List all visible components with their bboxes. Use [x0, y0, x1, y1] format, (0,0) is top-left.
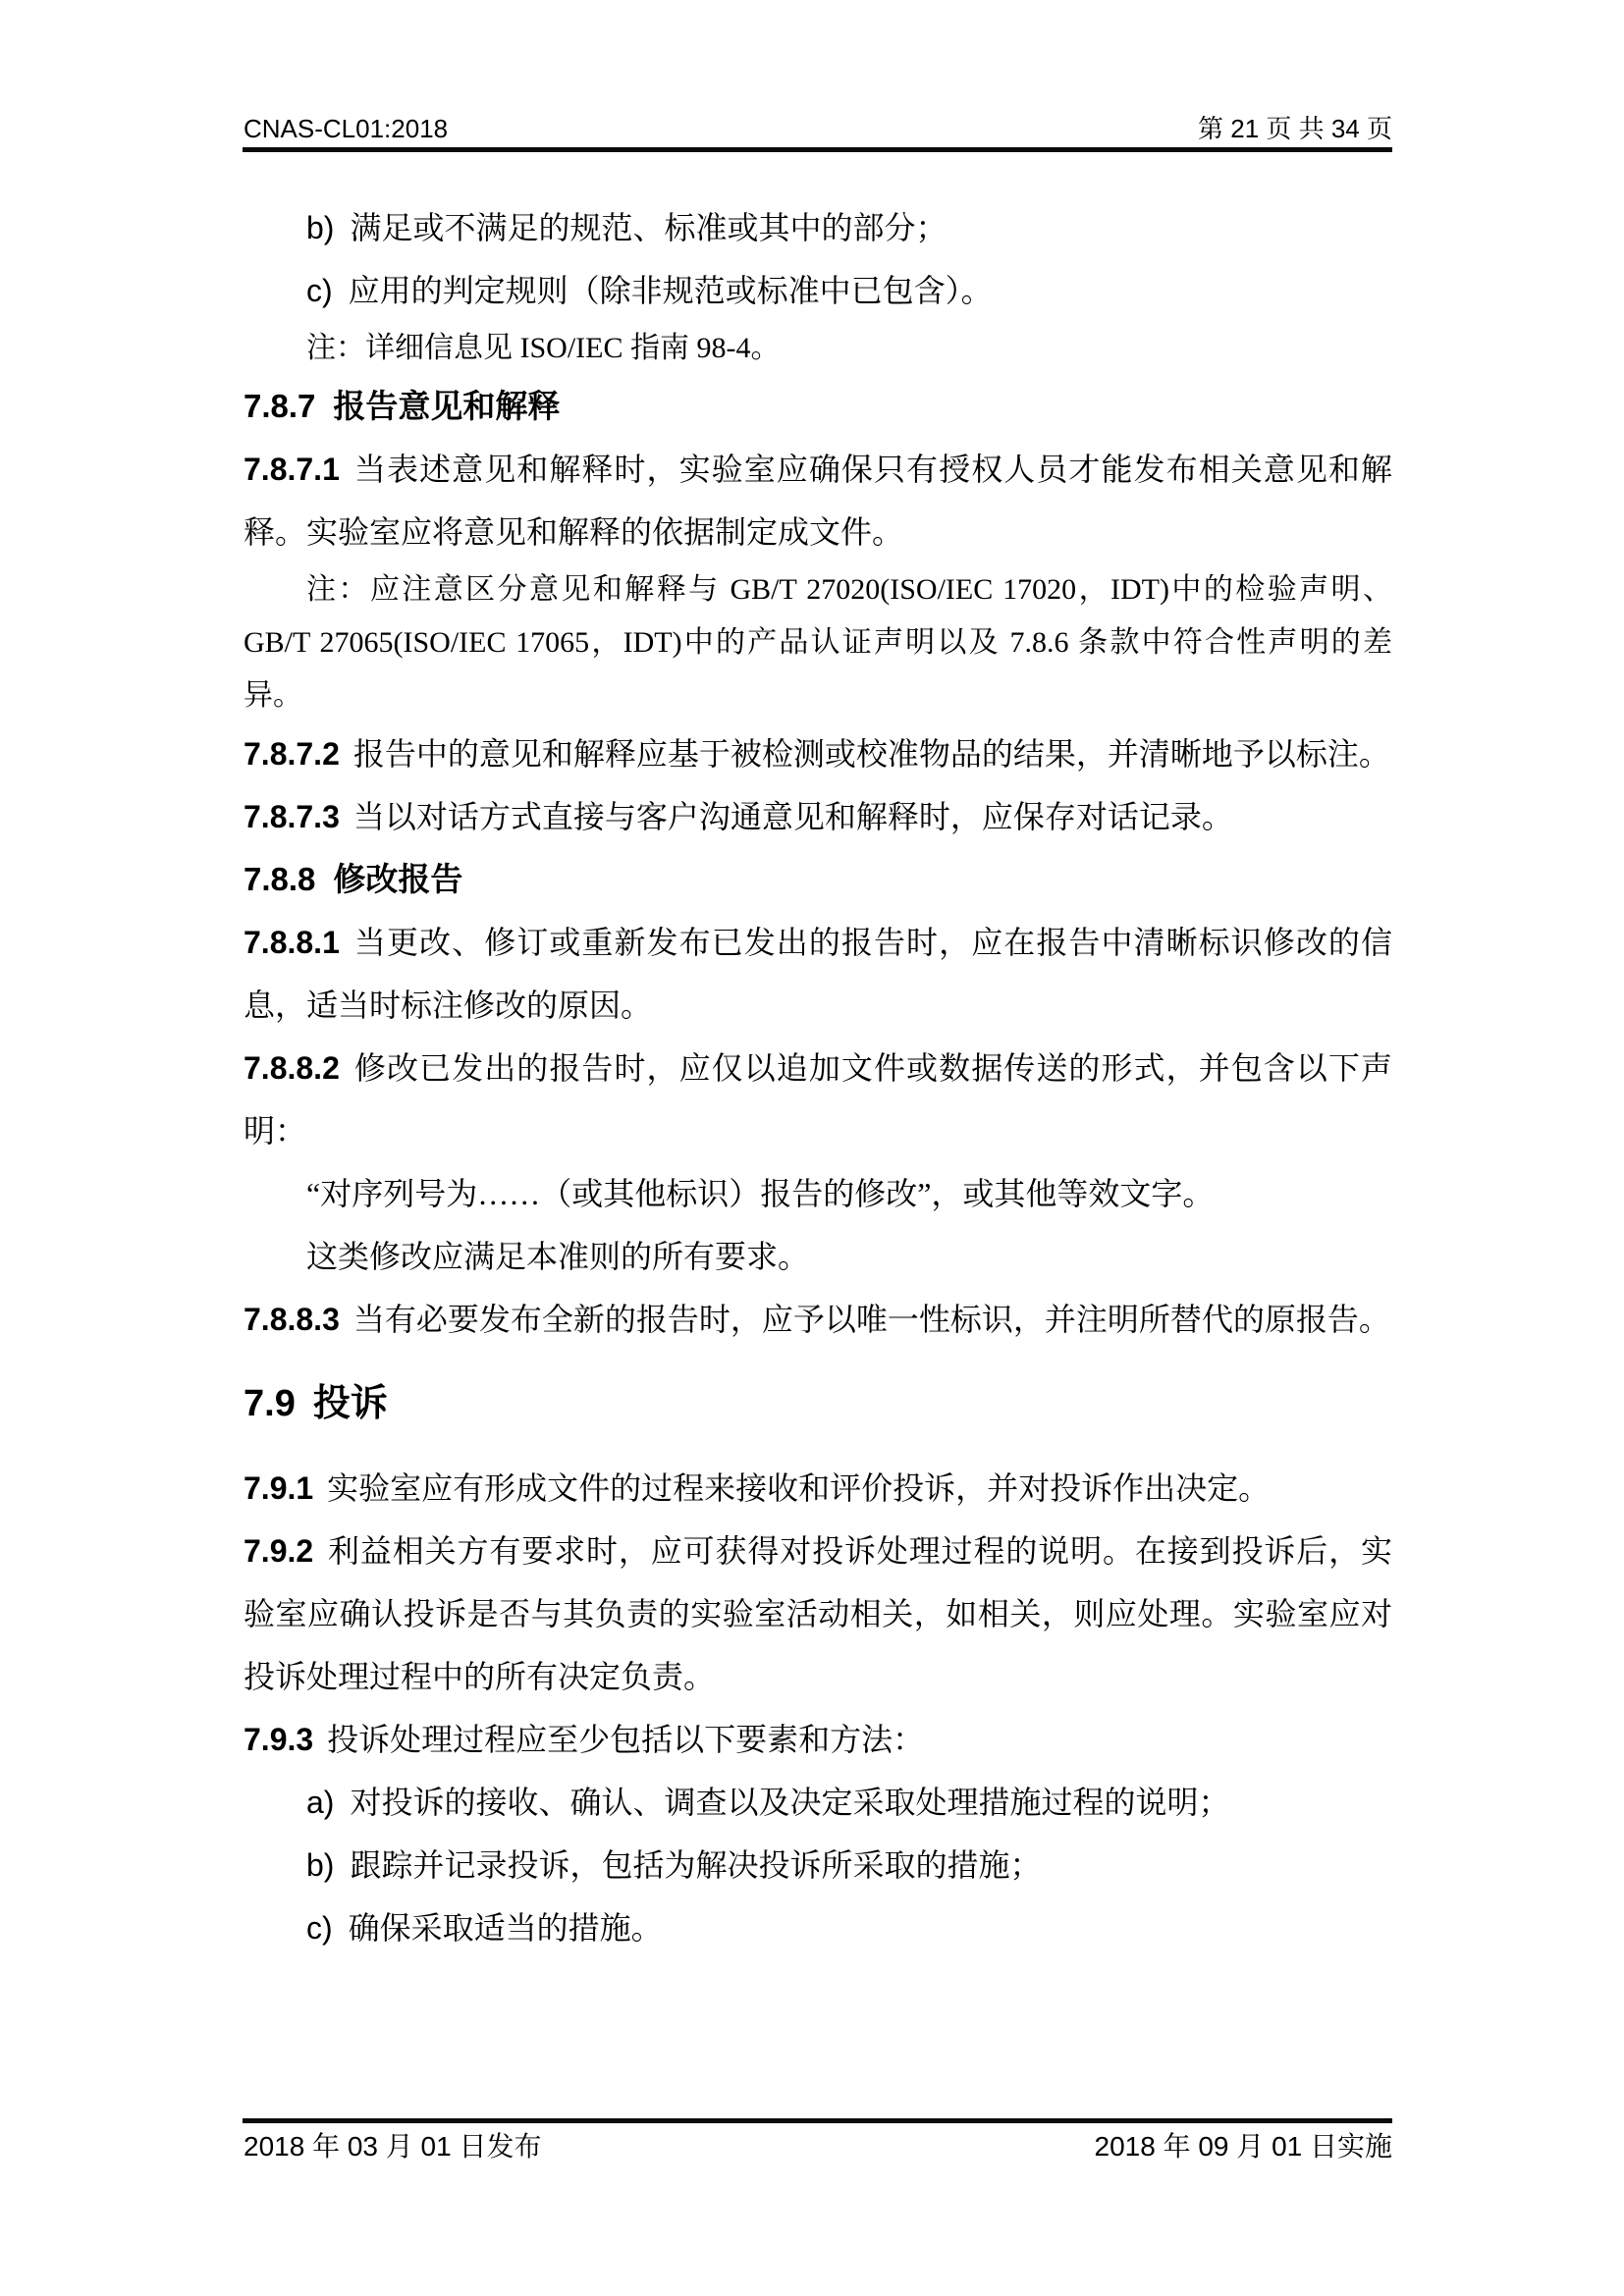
heading-number: 7.8.7 [244, 388, 316, 424]
clause-text: 利益相关方有要求时，应可获得对投诉处理过程的说明。在接到投诉后，实验室应确认投诉是否与其负责的实验室活动相关，如相关，则应处理。实验室应对投诉处理过程中的所有决定负责。 [244, 1533, 1392, 1694]
header-doc-code: CNAS-CL01:2018 [244, 114, 449, 143]
list-label: a) [306, 1785, 335, 1820]
heading-title: 报告意见和解释 [333, 388, 561, 424]
clause-7-8-7-2 [244, 722, 1392, 785]
heading-7-8-7 [244, 375, 1392, 438]
list-label: b) [306, 1847, 335, 1883]
statement-example: “对序列号为……（或其他标识）报告的修改”，或其他等效文字。 [306, 1176, 1215, 1211]
clause-7-9-2 [244, 1520, 1392, 1708]
heading-title: 投诉 [312, 1383, 388, 1424]
list-item-b2 [244, 1834, 1392, 1896]
clause-number: 7.8.8.3 [244, 1302, 340, 1337]
clause-number: 7.9.3 [244, 1722, 314, 1757]
list-label: b) [306, 210, 335, 245]
clause-text: 修改已发出的报告时，应仅以追加文件或数据传送的形式，并包含以下声明： [244, 1050, 1392, 1148]
list-item-c1 [244, 259, 1392, 322]
list-text: 确保采取适当的措施。 [348, 1910, 663, 1946]
clause-number: 7.9.2 [244, 1533, 314, 1569]
list-text: 跟踪并记录投诉，包括为解决投诉所采取的措施； [350, 1847, 1042, 1883]
clause-number: 7.9.1 [244, 1470, 314, 1506]
clause-text: 当表述意见和解释时，实验室应确保只有授权人员才能发布相关意见和解释。实验室应将意见和解释的依据制定成文件。 [244, 452, 1392, 550]
clause-text: 报告中的意见和解释应基于被检测或校准物品的结果，并清晰地予以标注。 [352, 736, 1390, 772]
clause-text: 当有必要发布全新的报告时，应予以唯一性标识，并注明所替代的原报告。 [352, 1302, 1390, 1337]
heading-number: 7.8.8 [244, 861, 316, 897]
list-text: 对投诉的接收、确认、调查以及决定采取处理措施过程的说明； [350, 1785, 1230, 1820]
clause-number: 7.8.7.3 [244, 799, 340, 834]
heading-title: 修改报告 [333, 861, 463, 897]
clause-7-9-1 [244, 1457, 1392, 1520]
list-text: 应用的判定规则（除非规范或标准中已包含）。 [348, 273, 993, 308]
clause-text: 当更改、修订或重新发布已发出的报告时，应在报告中清晰标识修改的信息，适当时标注修改的原因。 [244, 925, 1392, 1023]
footer-rule [243, 2118, 1392, 2123]
clause-7-8-8-1 [244, 911, 1392, 1037]
clause-text: 实验室应有形成文件的过程来接收和评价投诉，并对投诉作出决定。 [327, 1470, 1271, 1506]
list-text: 满足或不满足的规范、标准或其中的部分； [350, 210, 947, 245]
header-rule [243, 147, 1392, 152]
clause-number: 7.8.8.2 [244, 1050, 340, 1086]
document-body [244, 196, 1392, 1959]
clause-number: 7.8.7.2 [244, 736, 340, 772]
clause-7-8-8-3 [244, 1288, 1392, 1351]
list-item-c2 [244, 1896, 1392, 1959]
list-label: c) [306, 1910, 333, 1946]
clause-7-8-7-3 [244, 785, 1392, 848]
clause-7-9-3 [244, 1708, 1392, 1771]
clause-number: 7.8.7.1 [244, 452, 340, 487]
note-gbt-distinction: 注：应注意区分意见和解释与 GB/T 27020(ISO/IEC 17020，IDT)中的检验声明、GB/T 27065(ISO/IEC 17065，IDT)中的产品认证声明以及 7.8.6 条款中符合性声明的差异。 [244, 573, 1392, 712]
list-item-a2 [244, 1771, 1392, 1834]
statement-requirement: 这类修改应满足本准则的所有要求。 [306, 1239, 810, 1274]
note-iso-guide: 注：详细信息见 ISO/IEC 指南 98-4。 [306, 332, 781, 364]
page-header [244, 114, 1392, 143]
page-footer [244, 2130, 1392, 2163]
clause-7-8-7-1 [244, 438, 1392, 563]
header-page-info: 第 21 页 共 34 页 [1198, 114, 1392, 143]
footer-release-date: 2018 年 03 月 01 日发布 [244, 2131, 542, 2162]
list-label: c) [306, 273, 333, 308]
clause-7-8-8-2 [244, 1037, 1392, 1162]
clause-number: 7.8.8.1 [244, 925, 340, 960]
clause-text: 当以对话方式直接与客户沟通意见和解释时，应保存对话记录。 [352, 799, 1233, 834]
heading-7-9 [244, 1372, 1392, 1435]
footer-implement-date: 2018 年 09 月 01 日实施 [1094, 2131, 1392, 2162]
list-item-b1 [244, 196, 1392, 259]
heading-number: 7.9 [244, 1383, 296, 1424]
clause-text: 投诉处理过程应至少包括以下要素和方法： [327, 1722, 925, 1757]
heading-7-8-8 [244, 848, 1392, 911]
